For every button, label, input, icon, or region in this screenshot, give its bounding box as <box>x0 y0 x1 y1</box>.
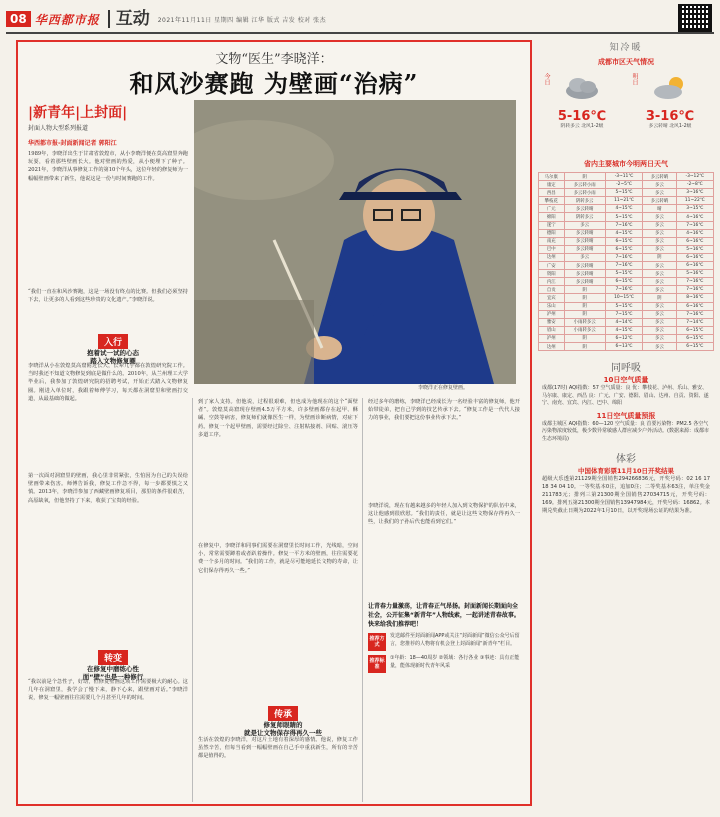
city-weather-cell: 多云转晴 <box>564 278 605 286</box>
city-weather-cell: -2~8℃ <box>676 181 713 189</box>
city-weather-cell: 多云转晴 <box>643 197 676 205</box>
recommend-method <box>368 633 520 651</box>
city-weather-cell: 多云 <box>564 221 605 229</box>
column-1-text: 李晓洋从小在敦煌莫高窟附近长大，长辈几乎都在敦煌研究院工作。当时我还不知道文物修复到底是做什么的。2010年，从兰州理工大学毕业后，我参加了敦煌研究院的招聘考试，开始正式踏入文物修复圈。刚进入单位时，我跟着师傅学习，每天都在洞窟里和壁画打交道，从最基础的做起。 <box>28 363 188 402</box>
weather-desc: 多云转晴 北风1-2级 <box>648 124 692 129</box>
city-weather-cell: -2~5℃ <box>605 181 642 189</box>
city-weather-row <box>539 221 714 229</box>
city-weather-row <box>539 197 714 205</box>
weather-tomorrow <box>630 71 710 157</box>
city-weather-row <box>539 181 714 189</box>
subhead-line1: 在修复中磨练心性 <box>87 665 139 673</box>
weather-title: 成都市区天气情况 <box>598 58 654 66</box>
city-weather-cell: 多云 <box>643 189 676 197</box>
city-weather-cell: 8~16℃ <box>676 294 713 302</box>
city-weather-cell: 阴转多云 <box>564 213 605 221</box>
city-weather-cell: 达州 <box>539 342 565 350</box>
city-weather-cell: 7~16℃ <box>605 262 642 270</box>
city-weather-cell: 3~16℃ <box>676 189 713 197</box>
column-3-text: 经过多年的磨练，李晓洋已经成长为一名经验丰富的修复师，他开始带徒弟，把自己学到的技艺传承下去。“修复工作是一代代人接力的事业，我们要把这份事业传承下去。” <box>368 399 520 422</box>
city-weather-row <box>539 213 714 221</box>
city-weather-cell: 多云 <box>643 342 676 350</box>
city-weather-cell: 晴 <box>643 205 676 213</box>
city-weather-row <box>539 189 714 197</box>
subhead-inherit <box>208 702 358 737</box>
city-weather-cell: 遂宁 <box>539 221 565 229</box>
column-logo-text: |新青年|上封面| <box>28 105 128 121</box>
city-weather-cell: 多云 <box>643 245 676 253</box>
article-headline: 和风沙赛跑 为壁画“治病” <box>129 69 419 98</box>
page-header <box>6 8 714 30</box>
city-weather-cell: 多云 <box>643 286 676 294</box>
city-weather-cell: 7~16℃ <box>605 221 642 229</box>
city-weather-cell: 5~15℃ <box>605 189 642 197</box>
city-weather-row <box>539 334 714 342</box>
column-rule <box>362 398 363 802</box>
aqi-section-title: 同呼吸 <box>611 363 641 375</box>
city-weather-cell: 多云 <box>643 334 676 342</box>
city-weather-cell: 乐山 <box>539 302 565 310</box>
city-weather-cell: 阴 <box>564 294 605 302</box>
city-weather-cell: 6~16℃ <box>676 237 713 245</box>
city-weather-cell: 多云转晴 <box>564 237 605 245</box>
city-weather-row <box>539 326 714 334</box>
weather-forecast <box>538 71 714 157</box>
city-weather-cell: 7~16℃ <box>676 221 713 229</box>
rail-title: 知冷暖 <box>609 43 643 53</box>
city-weather-cell: 攀枝花 <box>539 197 565 205</box>
column-3-text-b: 李晓洋说，现在有越来越多的年轻人加入到文物保护的队伍中来，这让他感到很欣慰。“我们的责任，就是让这些文物保存得再久一些，让我们的子孙后代也能看到它们。” <box>368 503 520 526</box>
city-weather-cell: 多云 <box>643 181 676 189</box>
page-number: 08 <box>6 11 31 27</box>
weather-day-label: 今日 <box>543 73 550 85</box>
city-weather-cell: 多云 <box>643 213 676 221</box>
recommend-criteria <box>368 655 520 673</box>
column-2-text-c: 生活在敦煌的李晓洋，对这片土地有着深厚的感情。他说，修复工作虽然辛苦，但每当看到一幅幅壁画在自己手中重获新生，所有的辛苦都是值得的。 <box>198 737 358 760</box>
city-weather-cell: 多云转晴 <box>564 205 605 213</box>
city-weather-cell: 多云转晴 <box>564 245 605 253</box>
city-weather-cell: 阴 <box>564 334 605 342</box>
recommend-criteria-tag: 推荐标准 <box>368 655 386 673</box>
city-weather-cell: 10~15℃ <box>605 294 642 302</box>
city-weather-cell: 6~15℃ <box>676 326 713 334</box>
aqi-subtitle: 10日空气质量 <box>603 376 649 385</box>
city-weather-cell: 4~15℃ <box>605 326 642 334</box>
city-weather-cell: 7~16℃ <box>676 278 713 286</box>
main-article <box>16 40 532 806</box>
city-weather-cell: 阴 <box>564 173 605 181</box>
city-weather-cell: 多云转晴 <box>564 270 605 278</box>
city-weather-row <box>539 237 714 245</box>
city-weather-cell: 多云 <box>643 229 676 237</box>
city-weather-cell: 多云转晴 <box>564 229 605 237</box>
weather-temp: 5-16℃ <box>557 109 607 124</box>
city-weather-cell: 11~22℃ <box>676 197 713 205</box>
lottery-subtitle: 中国体育彩票11月10日开奖结果 <box>577 466 675 475</box>
city-weather-cell: 多云 <box>643 310 676 318</box>
city-weather-cell: 多云 <box>643 237 676 245</box>
city-weather-cell: 达州 <box>539 253 565 261</box>
intro-paragraph-2: “我们一直在和风沙赛跑，这是一场没有终点的比赛。但我们必须坚持下去，让更多的人看到这些珍贵的文化遗产。”李晓洋说。 <box>28 289 188 304</box>
city-weather-row <box>539 253 714 261</box>
recommend-method-tag: 推荐方式 <box>368 633 386 651</box>
city-weather-cell: 6~12℃ <box>605 334 642 342</box>
city-weather-cell: 阴 <box>643 294 676 302</box>
qr-code-icon <box>678 4 712 32</box>
city-weather-cell: 康定 <box>539 181 565 189</box>
city-weather-cell: 眉山 <box>539 326 565 334</box>
column-2-text: 到了家人支持。但他说，过程很艰难，但也成为他现在的这个“面壁者”。敦煌莫高窟现存壁画4.5万平方米，许多壁画都存在起甲、酥碱、空鼓等病害，修复师们就像医生一样，为壁画诊断病情，对症下药。修复一个起甲壁画，需要经过除尘、注射粘接剂、回贴、滚压等多道工序。 <box>198 399 358 438</box>
city-weather-cell: 多云 <box>643 326 676 334</box>
city-weather-cell: 6~15℃ <box>605 237 642 245</box>
city-weather-cell: 多云 <box>643 302 676 310</box>
city-weather-row <box>539 278 714 286</box>
subhead-line2: 就是让文物保存得再久一些 <box>244 729 322 737</box>
city-weather-row <box>539 229 714 237</box>
city-weather-cell: 马尔康 <box>539 173 565 181</box>
city-weather-row <box>539 302 714 310</box>
subhead-line2: 踏入文物修复圈 <box>90 357 136 365</box>
city-weather-cell: -3~12℃ <box>676 173 713 181</box>
lottery-section-title: 体彩 <box>616 453 636 465</box>
city-weather-cell: 巴中 <box>539 245 565 253</box>
recommend-criteria-text: ①年龄：18—40周岁 ②领域：各行各业 ③事迹：具有正能量，能体现新时代青年风采 <box>390 655 520 669</box>
subhead-tag: 转变 <box>98 650 128 665</box>
city-weather-cell: 南充 <box>539 237 565 245</box>
city-weather-cell: 多云转晴 <box>564 262 605 270</box>
city-weather-cell: 7~16℃ <box>676 286 713 294</box>
city-weather-cell: 广安 <box>539 262 565 270</box>
weather-desc: 阴转多云 北风1-2级 <box>560 124 604 129</box>
city-weather-cell: 阴转多云 <box>564 197 605 205</box>
city-weather-cell: 泸州 <box>539 310 565 318</box>
city-weather-cell: 6~15℃ <box>676 342 713 350</box>
city-weather-cell: 泸州 <box>539 334 565 342</box>
weather-temp: 3-16℃ <box>645 109 695 124</box>
city-weather-cell: 7~14℃ <box>676 318 713 326</box>
byline: 华西都市报-封面新闻记者 郭阳江 <box>28 140 117 147</box>
aqi-forecast-subtitle: 11日空气质量预报 <box>596 411 656 420</box>
city-weather-row <box>539 270 714 278</box>
city-weather-cell: 6~13℃ <box>605 342 642 350</box>
city-weather-cell: 阴 <box>564 310 605 318</box>
subhead-line1: 抱着试一试的心态 <box>87 349 139 357</box>
column-2-text-b: 在修复中，李晓洋和同事们需要在洞窟里长时间工作，光线暗，空间小，常常需要蹲着或者趴着操作。修复一平方米的壁画，往往需要花费一个多月的时间。“我们的工作，就是尽可能地延长文物的寿命，让它们保存得再久一些。” <box>198 543 358 574</box>
recommend-prompt: 让青春力量激荡，让青春正气昂扬。封面新闻长期面向全社会，公开征集“新青年”人物线索，一起讲述青春故事。快来给我们推荐吧！ <box>368 603 520 628</box>
subhead-line1: 修复师眼睛的 <box>263 721 303 729</box>
city-weather-cell: 4~15℃ <box>605 205 642 213</box>
city-weather-cell: 6~15℃ <box>605 278 642 286</box>
city-weather-cell: 阴 <box>564 286 605 294</box>
cloud-icon <box>562 75 602 101</box>
city-weather-cell: 4~15℃ <box>605 229 642 237</box>
city-weather-cell: 小雨转多云 <box>564 318 605 326</box>
city-weather-cell: 多云 <box>643 262 676 270</box>
city-weather-cell: 5~15℃ <box>605 302 642 310</box>
sun-cloud-icon <box>650 75 690 101</box>
article-kicker: 文物“医生”李晓洋： <box>215 52 333 67</box>
column-1-text-b: 第一次面对洞窟里的壁画，我心里非常紧张，生怕因为自己的失误给壁画带来伤害。师傅告诉我，修复工作急不得，每一步都要慎之又慎。2013年，李晓洋参加了西藏壁画修复项目，那里的条件很艰苦，高原缺氧，但他坚持了下来，收获了宝贵的经验。 <box>28 473 188 504</box>
city-weather-row <box>539 286 714 294</box>
city-weather-cell: -3~11℃ <box>605 173 642 181</box>
lottery-text: 超级大乐透第21129期全国销售294266836元，开奖号码：02 16 17 18 34 04 10。一等奖基本0注，追加0注；二等奖基本63注，单注奖金211783元；排列三第21300期全国销售27034715元，开奖号码：169。排列五第21300期全国销售13947984元，开奖号码：16862。本期兑奖截止日期为2022年1月10日，以开奖现场公证的结果为准。 <box>542 475 710 515</box>
article-photo <box>194 100 516 384</box>
city-weather-cell: 3~15℃ <box>676 205 713 213</box>
city-weather-cell: 多云 <box>564 253 605 261</box>
weather-day-label: 明日 <box>631 73 638 85</box>
newspaper-brand: 华西都市报 <box>34 12 100 27</box>
aqi-forecast-text: 成都主城区 AQI指数：60—120 空气质量：良 首要污染物：PM2.5 各空气污染物浓度较低，极少数异常敏感人群应减少户外活动。(数据来源：成都市生态环境局) <box>542 420 709 443</box>
city-weather-cell: 5~15℃ <box>605 213 642 221</box>
weather-today <box>542 71 622 157</box>
subhead-tag: 入行 <box>98 334 128 349</box>
city-weather-cell: 德阳 <box>539 229 565 237</box>
edition-meta: 2021年11月11日 星期四 编辑 江华 版式 吉发 校对 张杰 <box>157 16 327 24</box>
city-weather-cell: 4~16℃ <box>676 213 713 221</box>
subhead-line2: 面“壁”也是一种修行 <box>82 673 144 681</box>
city-weather-table <box>538 172 714 351</box>
city-weather-cell: 6~16℃ <box>676 262 713 270</box>
city-weather-cell: 多云 <box>643 221 676 229</box>
photo-caption: 李晓洋正在修复壁画。 <box>418 385 469 391</box>
city-weather-cell: 宜宾 <box>539 294 565 302</box>
city-weather-cell: 多云 <box>643 270 676 278</box>
column-rule <box>192 398 193 802</box>
column-logo-sub: 封面人物大型系列报道 <box>28 125 89 132</box>
city-weather-cell: 广元 <box>539 205 565 213</box>
city-weather-cell: 内江 <box>539 278 565 286</box>
city-weather-title: 省内主要城市今明两日天气 <box>584 160 668 168</box>
subhead-tag: 传承 <box>268 706 298 721</box>
city-weather-cell: 雅安 <box>539 318 565 326</box>
city-weather-cell: 多云 <box>643 318 676 326</box>
section-title: 互动 <box>108 10 150 28</box>
header-rule <box>6 32 714 34</box>
city-weather-cell: 西昌 <box>539 189 565 197</box>
city-weather-cell: 绵阳 <box>539 213 565 221</box>
city-weather-cell: 6~16℃ <box>676 253 713 261</box>
city-weather-cell: 7~16℃ <box>676 310 713 318</box>
city-weather-cell: 资阳 <box>539 270 565 278</box>
city-weather-cell: 4~16℃ <box>676 229 713 237</box>
city-weather-cell: 7~15℃ <box>605 310 642 318</box>
city-weather-cell: 多云 <box>643 278 676 286</box>
city-weather-cell: 7~16℃ <box>605 253 642 261</box>
city-weather-cell: 5~15℃ <box>605 270 642 278</box>
city-weather-row <box>539 310 714 318</box>
city-weather-row <box>539 245 714 253</box>
column-logo <box>28 102 188 132</box>
city-weather-cell: 阴 <box>564 302 605 310</box>
city-weather-cell: 多云转小雨 <box>564 181 605 189</box>
recommend-box <box>368 602 520 673</box>
city-weather-cell: 6~16℃ <box>676 302 713 310</box>
city-weather-cell: 5~16℃ <box>676 245 713 253</box>
city-weather-cell: 7~16℃ <box>605 286 642 294</box>
recommend-method-text: 发送邮件至封面新闻APP或关注“封面新闻”微信公众号后留言，您推荐的人物将有机会登上封面新闻“新青年”栏目。 <box>390 633 520 647</box>
city-weather-cell: 多云转晴 <box>643 173 676 181</box>
aqi-text: 成都(17时) AQI指数：57 空气质量：良 优：攀枝花、泸州、乐山、雅安、马尔康、康定、西昌 良：广元、广安、德阳、眉山、达州、自贡、资阳、遂宁、南充、宜宾、内江、巴中、绵阳 <box>542 385 709 407</box>
city-weather-row <box>539 205 714 213</box>
right-rail <box>538 40 714 806</box>
city-weather-cell: 多云转小雨 <box>564 189 605 197</box>
column-1-text-c: “我以前是个急性子，好动，但修复壁画这项工作需要极大的耐心。这几年在洞窟里，我学会了慢下来，静下心来，跟壁画对话。”李晓洋说，修复一幅壁画往往需要几个月甚至几年的时间。 <box>28 679 188 702</box>
city-weather-cell: 11~21℃ <box>605 197 642 205</box>
city-weather-row <box>539 262 714 270</box>
city-weather-cell: 阴 <box>643 253 676 261</box>
city-weather-cell: 6~15℃ <box>605 245 642 253</box>
city-weather-row <box>539 342 714 350</box>
intro-paragraph: 1989年，李晓洋出生于甘肃省敦煌市，从小李晓洋便在莫高窟里奔跑玩耍，看着那些壁画长大。他对壁画的热爱，从小便埋下了种子。2021年，李晓洋从事修复工作的第10个年头，这位年轻的修复师为一幅幅壁画带来了新生，他说这是一份与时间赛跑的工作。 <box>28 151 188 182</box>
city-weather-row <box>539 173 714 181</box>
subhead-transform <box>38 646 188 681</box>
city-weather-row <box>539 294 714 302</box>
subhead-entry <box>38 330 188 365</box>
city-weather-cell: 小雨转多云 <box>564 326 605 334</box>
city-weather-cell: 4~14℃ <box>605 318 642 326</box>
city-weather-cell: 自贡 <box>539 286 565 294</box>
city-weather-cell: 5~16℃ <box>676 270 713 278</box>
city-weather-cell: 6~15℃ <box>676 334 713 342</box>
city-weather-cell: 阴 <box>564 342 605 350</box>
city-weather-row <box>539 318 714 326</box>
